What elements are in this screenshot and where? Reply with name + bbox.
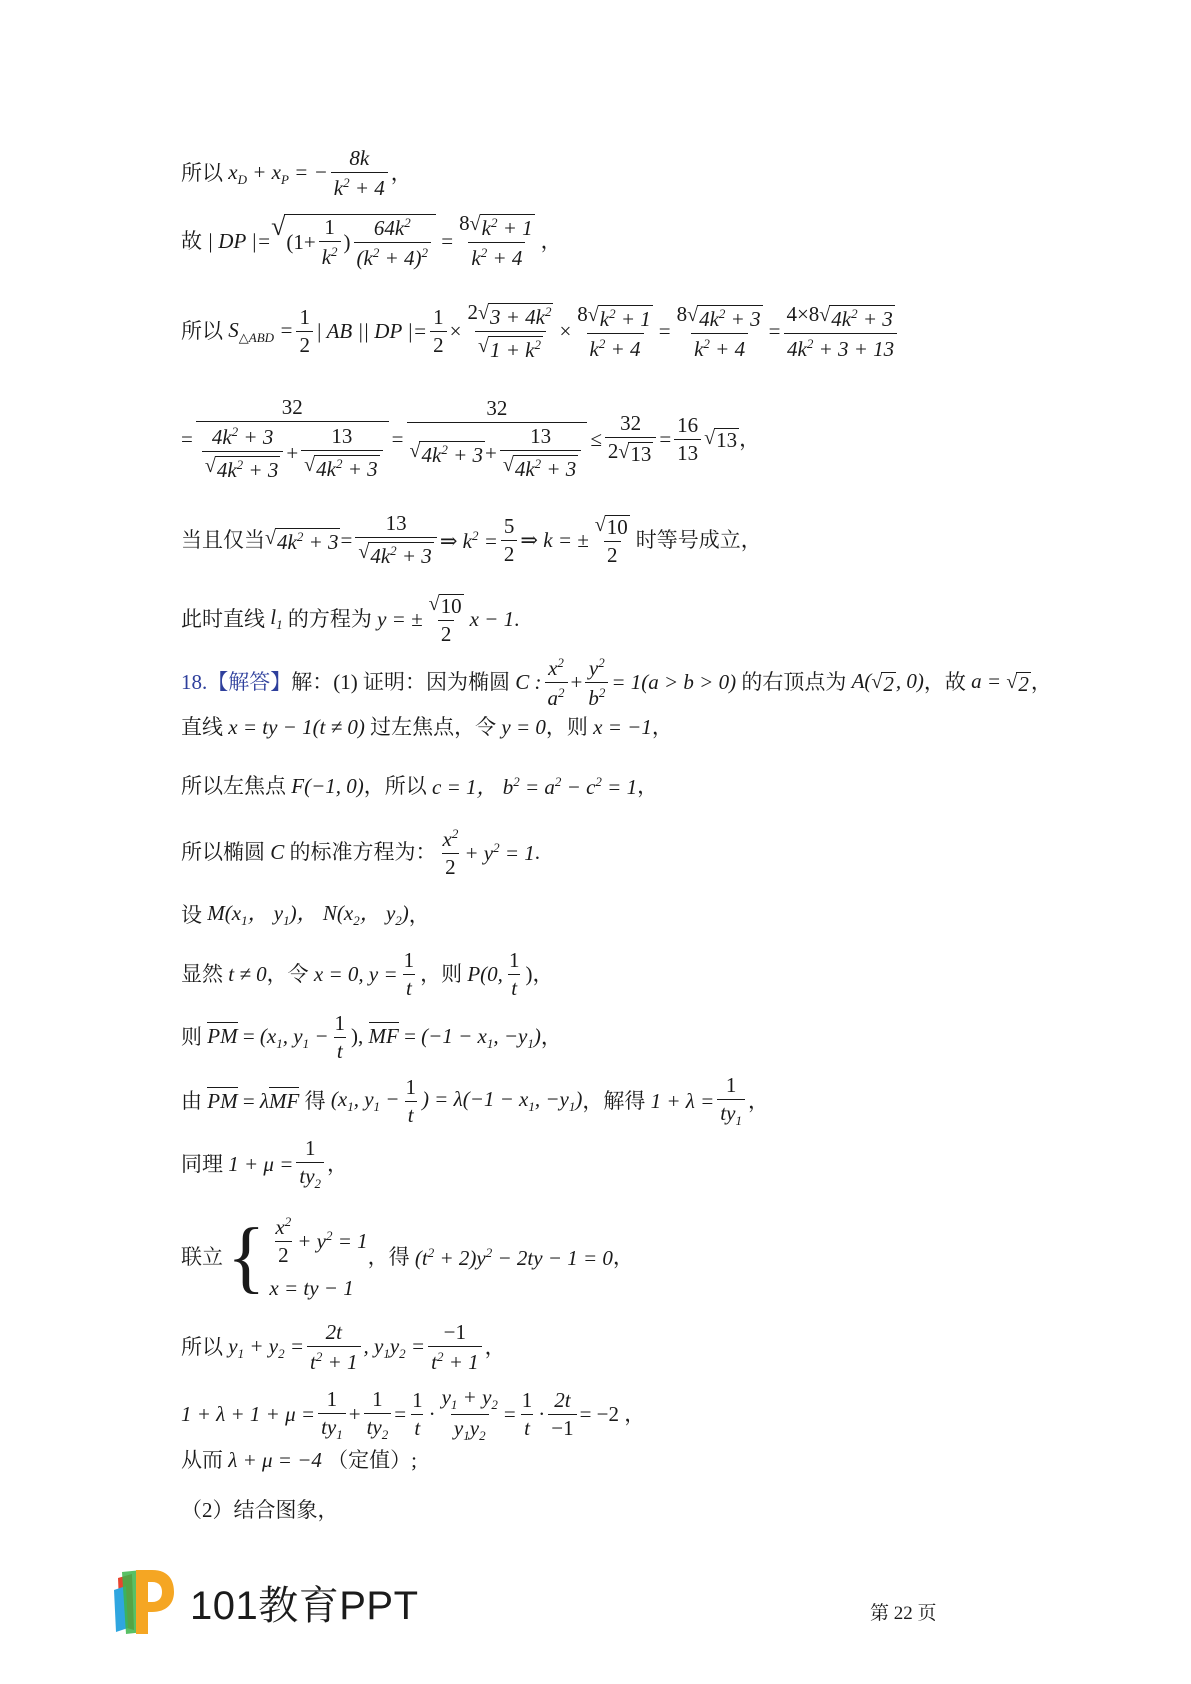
solution-line: 直线 x = ty − 1(t ≠ 0) 过左焦点，令 y = 0 ，则 x = −1 ， <box>181 715 673 739</box>
page-number: 第 22 页 <box>870 1603 937 1624</box>
logo-p-icon <box>112 1568 176 1636</box>
solution-line: 同理 1 + μ = $\frac{1}{ty_2}$ ， <box>181 1136 349 1191</box>
solution-line: 18. 【解答】 解：(1) 证明：因为椭圆 C : $\frac{x^2}{a^2}$ + $\frac{y^2}{b^2}$ = 1(a > b > 0) 的右顶点为 A( √ 2 , 0) ，故 a = √ 2 ， <box>181 655 1052 710</box>
solution-line: 显然 t ≠ 0 ，令 x = 0, y = $\frac{1}{t}$ ，则 P(0, $\frac{1}{t}$ ) ， <box>181 948 554 1000</box>
solution-line: 联立 { $\frac{x^2}{2}$ + $y^2 = 1$ x = ty − 1 ，得 $(t^2 + 2)y^2 - 2ty - 1 = 0$ ， <box>181 1213 634 1301</box>
solution-line: 则 PM = ($x_1$, $y_1$ − $\frac{1}{t}$ ), MF = ($-1 - x_1$, $-y_1$) ， <box>181 1011 562 1063</box>
solution-line: 所以左焦点 F(−1, 0) ，所以 c = 1， $b^2 = a^2 - c^2 = 1$ ， <box>181 774 659 799</box>
solution-line: 故 | DP |= √ (1+ $\frac{1}{k^2}$ ) $\frac{64k^2}{(k^2 + 4)^2}$ = 8 √ $k^2 + 1$ $k^2 + 4$ ， <box>181 211 562 270</box>
solution-line: （2）结合图象， <box>181 1498 339 1522</box>
solution-line: 当且仅当 √ $4k^2 + 3$ = 13 √ $4k^2 + 3$ ⇒ $k^2$ = $\frac{5}{2}$ ⇒ k = ± √ 10 2 时等号成立， <box>181 511 762 568</box>
solution-line: 由 PM = λMF 得 ($x_1$, $y_1$ − $\frac{1}{t}$ ) = $\lambda(-1 - x_1$, $-y_1$) ，解得 1 + λ = $\frac{1}{ty_1}$ ， <box>181 1073 769 1128</box>
solution-line: 所以 $x_D + x_P$ = − $\frac{8k}{k^2 + 4}$ ， <box>181 146 412 200</box>
solution-line: 所以 $y_1 + y_2$ = $\frac{2t}{t^2 + 1}$ , $y_1y_2$ = $\frac{-1}{t^2 + 1}$ ， <box>181 1320 506 1374</box>
logo-text: 101教育PPT <box>190 1583 419 1628</box>
solution-line: 所以椭圆 C 的标准方程为： $\frac{x^2}{2}$ + $y^2 = 1$ . <box>181 826 541 879</box>
solution-line: 所以 $S_{\triangle ABD}$ = $\frac{1}{2}$ | AB || DP |= $\frac{1}{2}$ × 2 √ $3 + 4k^2$ √ $1 + k^2$ × 8 √ $k^2 + 1$ $k^2 + 4$ = 8 √ $4k^2 + 3$ $k^2 + 4$ = 4×8 √ $4k^2 + 3$ $4k^2 + 3 + 13$ <box>181 302 901 361</box>
footer-logo <box>112 1568 419 1636</box>
solution-line: = 32 $4k^2 + 3$ √ $4k^2 + 3$ + 13 √ $4k^2 + 3$ = 32 √ $4k^2 + 3$ + 13 √ $4k^2 + 3$ ≤ 32 2 √ 13 = $\frac{16}{13}$ √ 13 ， <box>181 395 761 482</box>
solution-line: 此时直线 $l_1$ 的方程为 y = ± √ 10 2 x − 1 . <box>181 593 520 646</box>
solution-line: 设 $M(x_1$， $y_1$)， $N(x_2$， $y_2$) ， <box>181 901 430 928</box>
solution-line: 从而 λ + μ = −4 （定值）; <box>181 1448 417 1472</box>
solution-line: 1 + λ + 1 + μ = $\frac{1}{ty_1}$ + $\frac{1}{ty_2}$ = $\frac{1}{t}$ · $\frac{y_1 + y_2}{y_1y_2}$ = $\frac{1}{t}$ · $\frac{2t}{-1}$ = −2 ， <box>181 1385 646 1443</box>
